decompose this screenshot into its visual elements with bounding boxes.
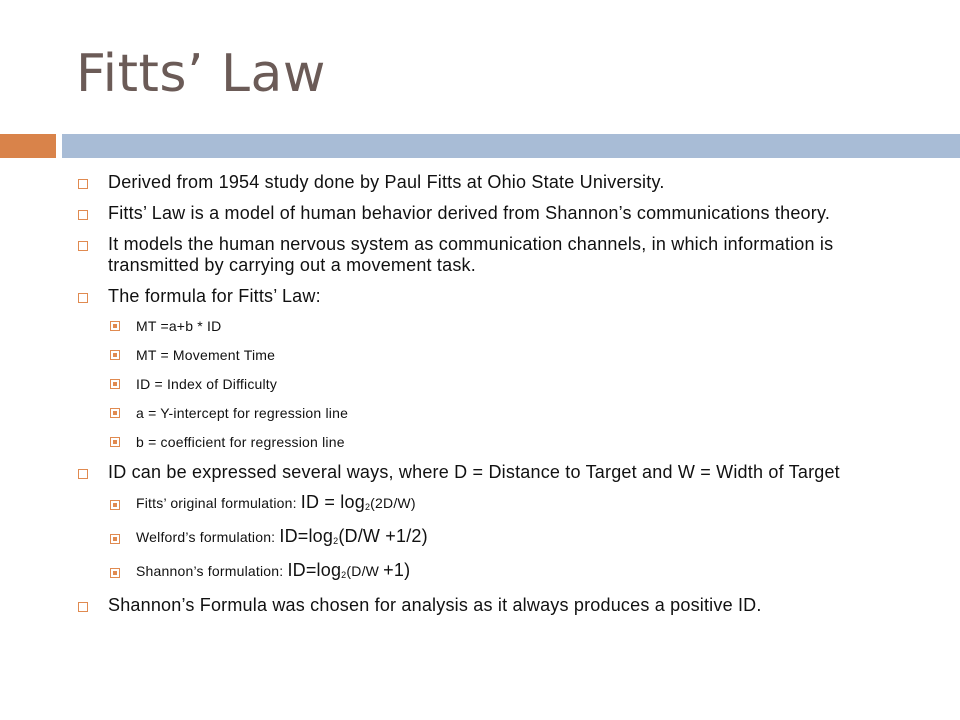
sub-bullet-item xyxy=(110,375,914,393)
formula-main: ID=log xyxy=(279,526,334,546)
formula-subscript: 2 xyxy=(333,536,339,546)
square-bullet-icon xyxy=(78,469,88,479)
square-bullet-icon xyxy=(78,179,88,189)
formula-subscript: 2 xyxy=(364,502,371,512)
sub-bullet-text: MT =a+b * ID xyxy=(136,318,222,334)
formula-suffix: (D/W +1/2) xyxy=(338,526,428,546)
sub-bullet-text: a = Y-intercept for regression line xyxy=(136,405,349,421)
filled-square-bullet-icon xyxy=(110,408,120,418)
bullet-text: Fitts’ Law is a model of human behavior derived from Shannon’s communications theory. xyxy=(108,203,831,223)
sub-bullet-item xyxy=(110,404,914,422)
bullet-item xyxy=(78,203,914,224)
bullet-item xyxy=(78,234,914,276)
sub-bullet-item xyxy=(110,346,914,364)
bullet-text: The formula for Fitts’ Law: xyxy=(108,286,321,306)
filled-square-bullet-icon xyxy=(110,500,120,510)
formula-suffix-big: +1) xyxy=(383,560,411,580)
square-bullet-icon xyxy=(78,210,88,220)
slide-title: Fitts’ Law xyxy=(76,44,326,104)
bullet-item xyxy=(78,286,914,307)
sub-bullet-text: b = coefficient for regression line xyxy=(136,434,345,450)
square-bullet-icon xyxy=(78,241,88,251)
bullet-item xyxy=(78,172,914,193)
bullet-item xyxy=(78,462,914,483)
filled-square-bullet-icon xyxy=(110,321,120,331)
filled-square-bullet-icon xyxy=(110,379,120,389)
formula-prefix: Welford’s formulation: xyxy=(136,529,280,545)
filled-square-bullet-icon xyxy=(110,350,120,360)
bullet-text: ID can be expressed several ways, where D = Distance to Target and W = Width of Target xyxy=(108,462,840,482)
formula-prefix: Shannon’s formulation: xyxy=(136,563,288,579)
filled-square-bullet-icon xyxy=(110,534,120,544)
formula-line xyxy=(136,561,410,584)
sub-bullet-text: ID = Index of Difficulty xyxy=(136,376,278,392)
formula-line xyxy=(136,527,428,550)
square-bullet-icon xyxy=(78,293,88,303)
bullet-item xyxy=(78,595,914,616)
filled-square-bullet-icon xyxy=(110,437,120,447)
sub-bullet-shannon-formula xyxy=(110,561,914,584)
accent-bar-blue xyxy=(62,134,960,158)
formula-prefix: Fitts’ original formulation: xyxy=(136,495,301,511)
sub-bullet-item xyxy=(110,433,914,451)
bullet-text: Derived from 1954 study done by Paul Fitts at Ohio State University. xyxy=(108,172,665,192)
slide-content xyxy=(78,172,914,626)
formula-suffix: (D/W xyxy=(346,563,384,579)
bullet-text: Shannon’s Formula was chosen for analysis as it always produces a positive ID. xyxy=(108,595,762,615)
formula-line xyxy=(136,493,416,516)
sub-bullet-fitts-formula xyxy=(110,493,914,516)
sub-bullet-item xyxy=(110,317,914,335)
square-bullet-icon xyxy=(78,602,88,612)
formula-subscript: 2 xyxy=(341,570,347,580)
filled-square-bullet-icon xyxy=(110,568,120,578)
formula-suffix: (2D/W) xyxy=(370,495,416,511)
sub-bullet-text: MT = Movement Time xyxy=(136,347,276,363)
formula-main: ID = log xyxy=(300,492,365,512)
formula-main: ID=log xyxy=(287,560,342,580)
bullet-text: It models the human nervous system as communication channels, in which information is transmitted by carrying out a movement task. xyxy=(108,234,834,275)
sub-bullet-welford-formula xyxy=(110,527,914,550)
accent-bar-orange xyxy=(0,134,56,158)
